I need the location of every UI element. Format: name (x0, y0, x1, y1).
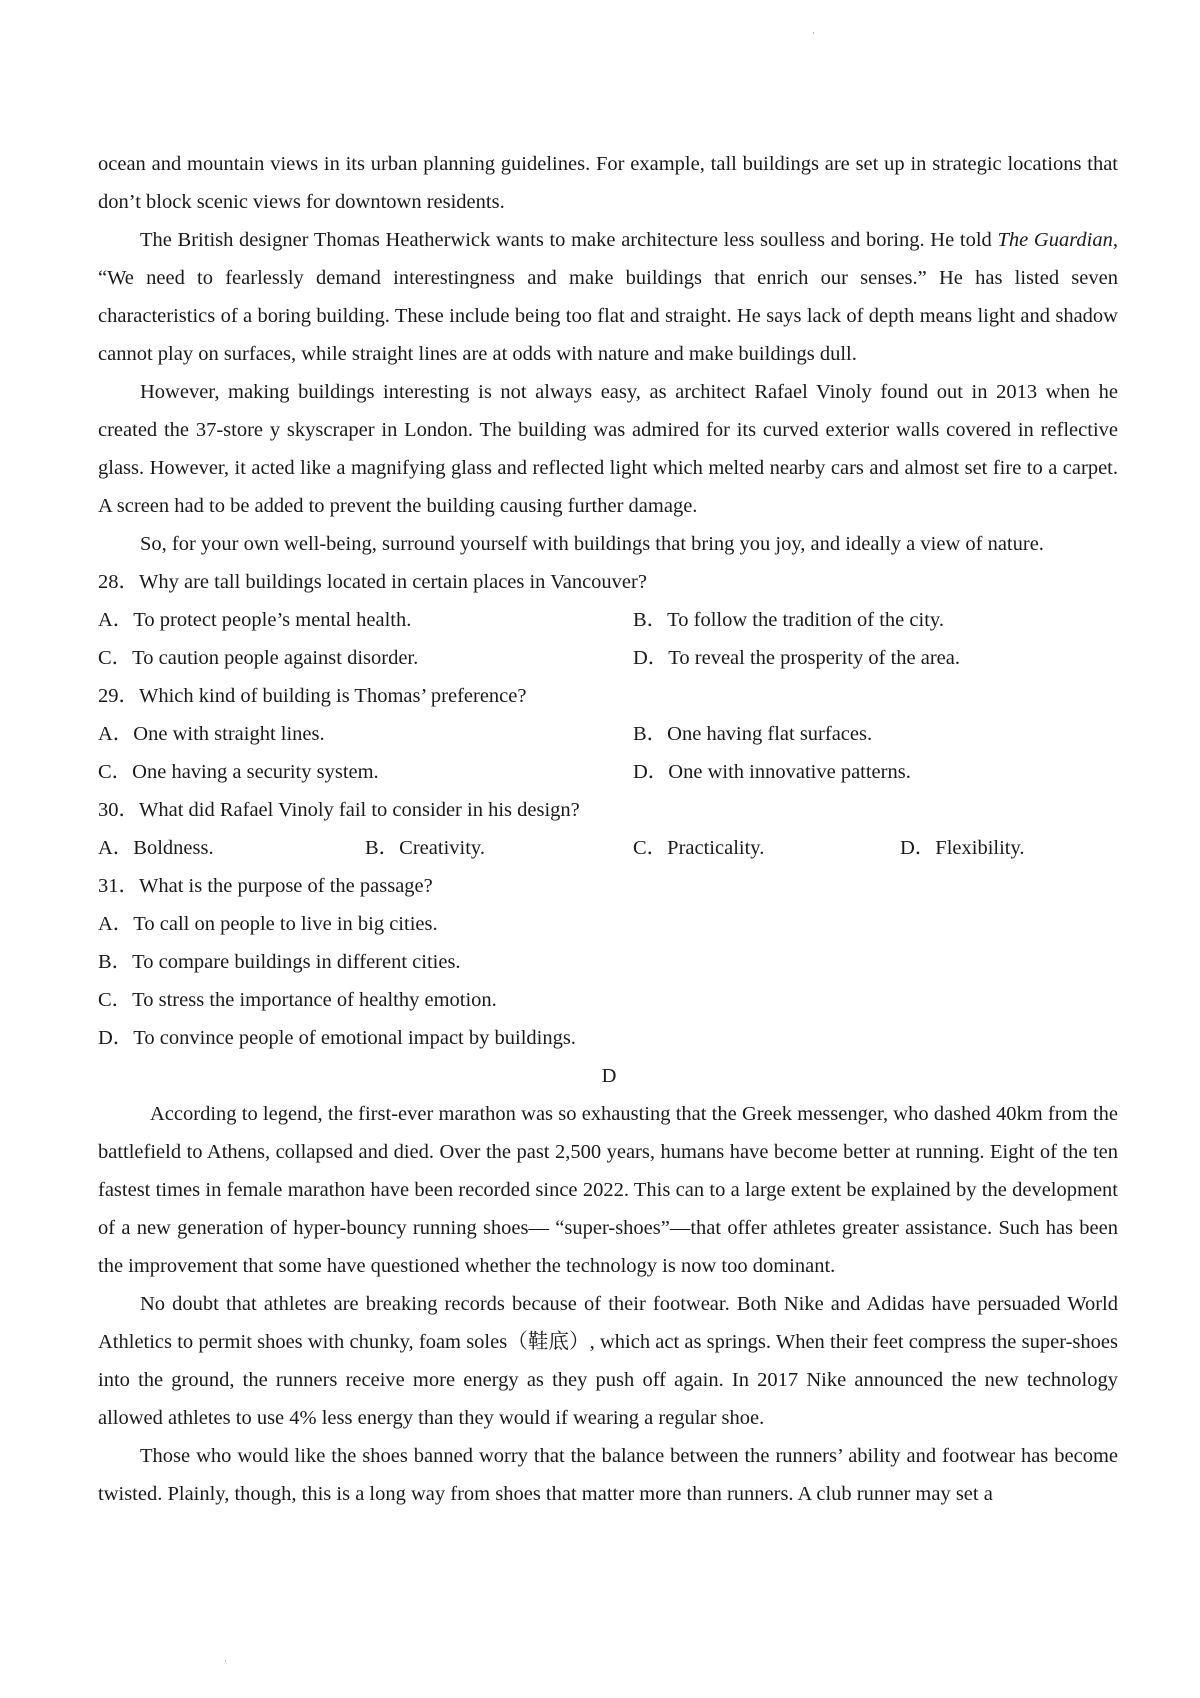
scan-mark-top: · (812, 28, 815, 38)
question-30-option-d[interactable]: D．Flexibility. (900, 837, 1025, 859)
passage-c-paragraph-4: So, for your own well-being, surround yourself with buildings that bring you joy, and ideally a view of nature. (140, 533, 1044, 555)
paragraph-text: The British designer Thomas Heatherwick wants to make architecture less soulless and boring. He told (140, 229, 998, 251)
question-29-option-a[interactable]: A．One with straight lines. (98, 723, 325, 745)
question-29-option-c[interactable]: C．One having a security system. (98, 761, 379, 783)
question-28-options-row-1 (98, 601, 1118, 639)
question-28-options-row-2 (98, 639, 1118, 677)
passage-d-paragraph-1: According to legend, the first-ever marathon was so exhausting that the Greek messenger, who dashed 40km from the battlefield to Athens, collapsed and died. Over the past 2,500 years, humans have become better at running. Eight of the ten fastest times in female marathon have been recorded since 2022. This can to a large extent be explained by the development of a new generation of hyper-bouncy running shoes— “super-shoes”—that offer athletes greater assistance. Such has been the improvement that some have questioned whether the technology is now too dominant. (98, 1103, 1118, 1277)
newspaper-title: The Guardian (997, 229, 1113, 251)
question-30-options-row (98, 829, 1118, 867)
section-d-heading: D (601, 1065, 617, 1087)
passage-c-paragraph-3: However, making buildings interesting is not always easy, as architect Rafael Vinoly found out in 2013 when he created the 37-store y skyscraper in London. The building was admired for its curved exterior walls covered in reflective glass. However, it acted like a magnifying glass and reflected light which melted nearby cars and almost set fire to a carpet. A screen had to be added to prevent the building causing further damage. (98, 381, 1118, 517)
paragraph-text: , “We need to fearlessly demand interestingness and make buildings that enrich our senses.” He has listed seven characteristics of a boring building. These include being too flat and straight. He says lack of depth means light and shadow cannot play on surfaces, while straight lines are at odds with nature and make buildings dull. (98, 229, 1118, 365)
question-29-options-row-1 (98, 715, 1118, 753)
scan-mark-bottom: · (224, 1656, 227, 1666)
passage-d-paragraph-2: No doubt that athletes are breaking records because of their footwear. Both Nike and Adidas have persuaded World Athletics to permit shoes with chunky, foam soles（鞋底）, which act as springs. When their feet compress the super-shoes into the ground, the runners receive more energy as they push off again. In 2017 Nike announced the new technology allowed athletes to use 4% less energy than they would if wearing a regular shoe. (98, 1293, 1118, 1429)
question-29-option-d[interactable]: D．One with innovative patterns. (633, 761, 911, 783)
question-30-option-c[interactable]: C．Practicality. (633, 837, 765, 859)
question-29-options-row-2 (98, 753, 1118, 791)
question-31-stem: 31．What is the purpose of the passage? (98, 875, 433, 897)
question-31-option-b[interactable]: B．To compare buildings in different cities. (98, 951, 461, 973)
passage-c-paragraph-2 (98, 221, 1118, 373)
question-31-option-a[interactable]: A．To call on people to live in big cities. (98, 913, 438, 935)
question-30-option-a[interactable]: A．Boldness. (98, 837, 214, 859)
passage-c-paragraph-1: ocean and mountain views in its urban planning guidelines. For example, tall buildings are set up in strategic locations that don’t block scenic views for downtown residents. (98, 153, 1118, 213)
question-29-stem: 29．Which kind of building is Thomas’ preference? (98, 685, 527, 707)
question-28-option-c[interactable]: C．To caution people against disorder. (98, 647, 419, 669)
question-28-option-a[interactable]: A．To protect people’s mental health. (98, 609, 412, 631)
page-content (98, 145, 1118, 1513)
question-28-option-d[interactable]: D．To reveal the prosperity of the area. (633, 647, 960, 669)
question-31-option-c[interactable]: C．To stress the importance of healthy emotion. (98, 989, 497, 1011)
question-31-option-d[interactable]: D．To convince people of emotional impact by buildings. (98, 1027, 576, 1049)
question-28-option-b[interactable]: B．To follow the tradition of the city. (633, 609, 944, 631)
question-29-option-b[interactable]: B．One having flat surfaces. (633, 723, 873, 745)
question-30-option-b[interactable]: B．Creativity. (365, 837, 485, 859)
passage-d-paragraph-3: Those who would like the shoes banned worry that the balance between the runners’ ability and footwear has become twisted. Plainly, though, this is a long way from shoes that matter more than runners. A club runner may set a (98, 1445, 1118, 1505)
question-30-stem: 30．What did Rafael Vinoly fail to consider in his design? (98, 799, 580, 821)
question-28-stem: 28．Why are tall buildings located in certain places in Vancouver? (98, 571, 647, 593)
